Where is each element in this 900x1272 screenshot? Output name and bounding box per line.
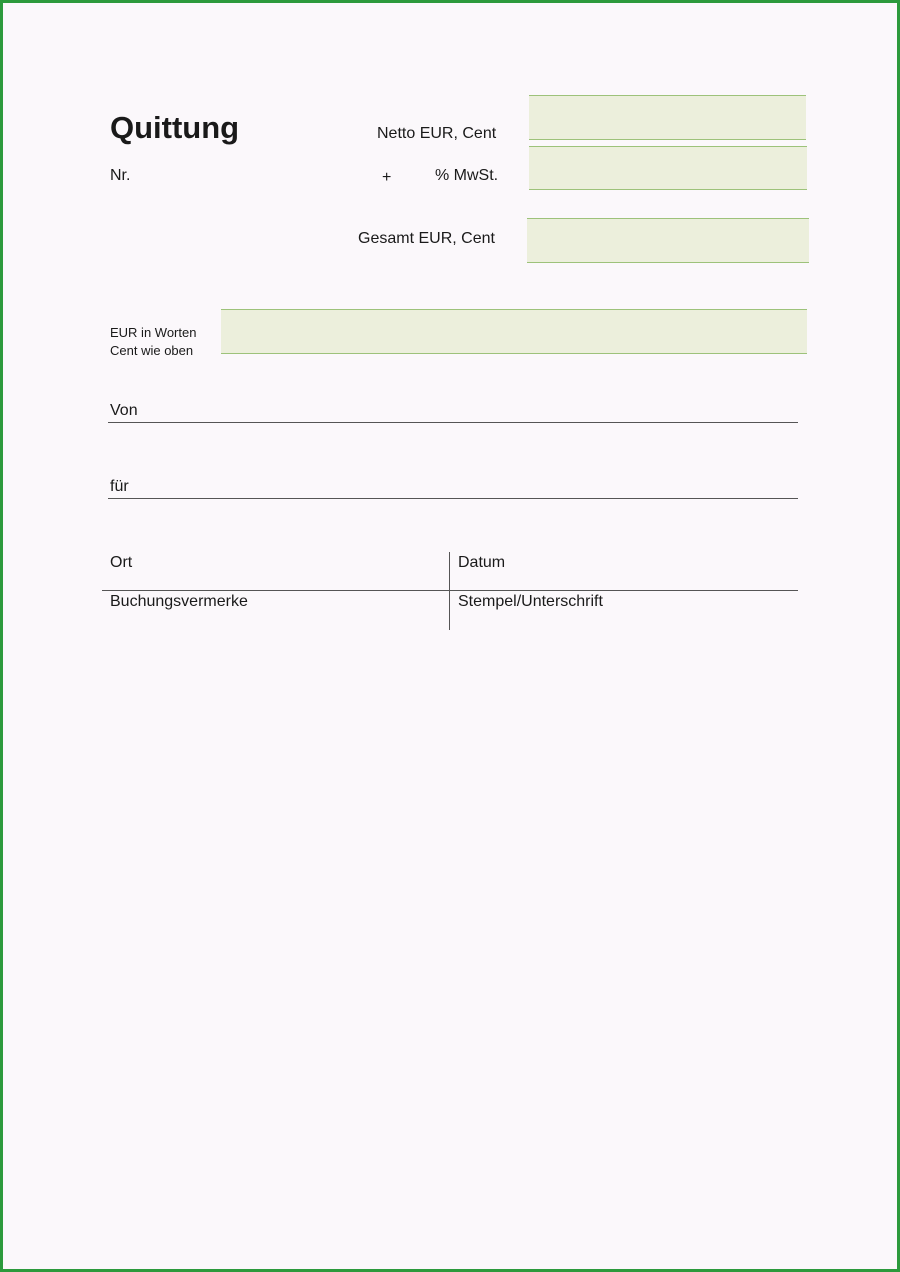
from-line[interactable] bbox=[108, 422, 798, 423]
place-label: Ort bbox=[110, 554, 133, 571]
amount-in-words-label-line2: Cent wie oben bbox=[110, 343, 194, 358]
plus-sign: + bbox=[382, 169, 392, 186]
for-label: für bbox=[110, 478, 129, 495]
net-amount-field[interactable] bbox=[529, 95, 806, 140]
number-label: Nr. bbox=[110, 167, 131, 184]
net-amount-label: Netto EUR, Cent bbox=[377, 125, 497, 142]
from-label: Von bbox=[110, 402, 138, 419]
vat-amount-field[interactable] bbox=[529, 146, 807, 190]
date-label: Datum bbox=[458, 554, 506, 571]
place-date-line[interactable] bbox=[102, 590, 798, 591]
stamp-signature-label: Stempel/Unterschrift bbox=[458, 593, 603, 610]
booking-notes-label: Buchungsvermerke bbox=[110, 593, 248, 610]
amount-in-words-label-line1: EUR in Worten bbox=[110, 325, 197, 340]
amount-in-words-field[interactable] bbox=[221, 309, 807, 354]
receipt-title: Quittung bbox=[110, 110, 240, 145]
total-amount-field[interactable] bbox=[527, 218, 809, 263]
total-amount-label: Gesamt EUR, Cent bbox=[358, 230, 495, 247]
column-divider bbox=[449, 552, 450, 630]
vat-label: % MwSt. bbox=[435, 167, 499, 184]
for-line[interactable] bbox=[108, 498, 798, 499]
